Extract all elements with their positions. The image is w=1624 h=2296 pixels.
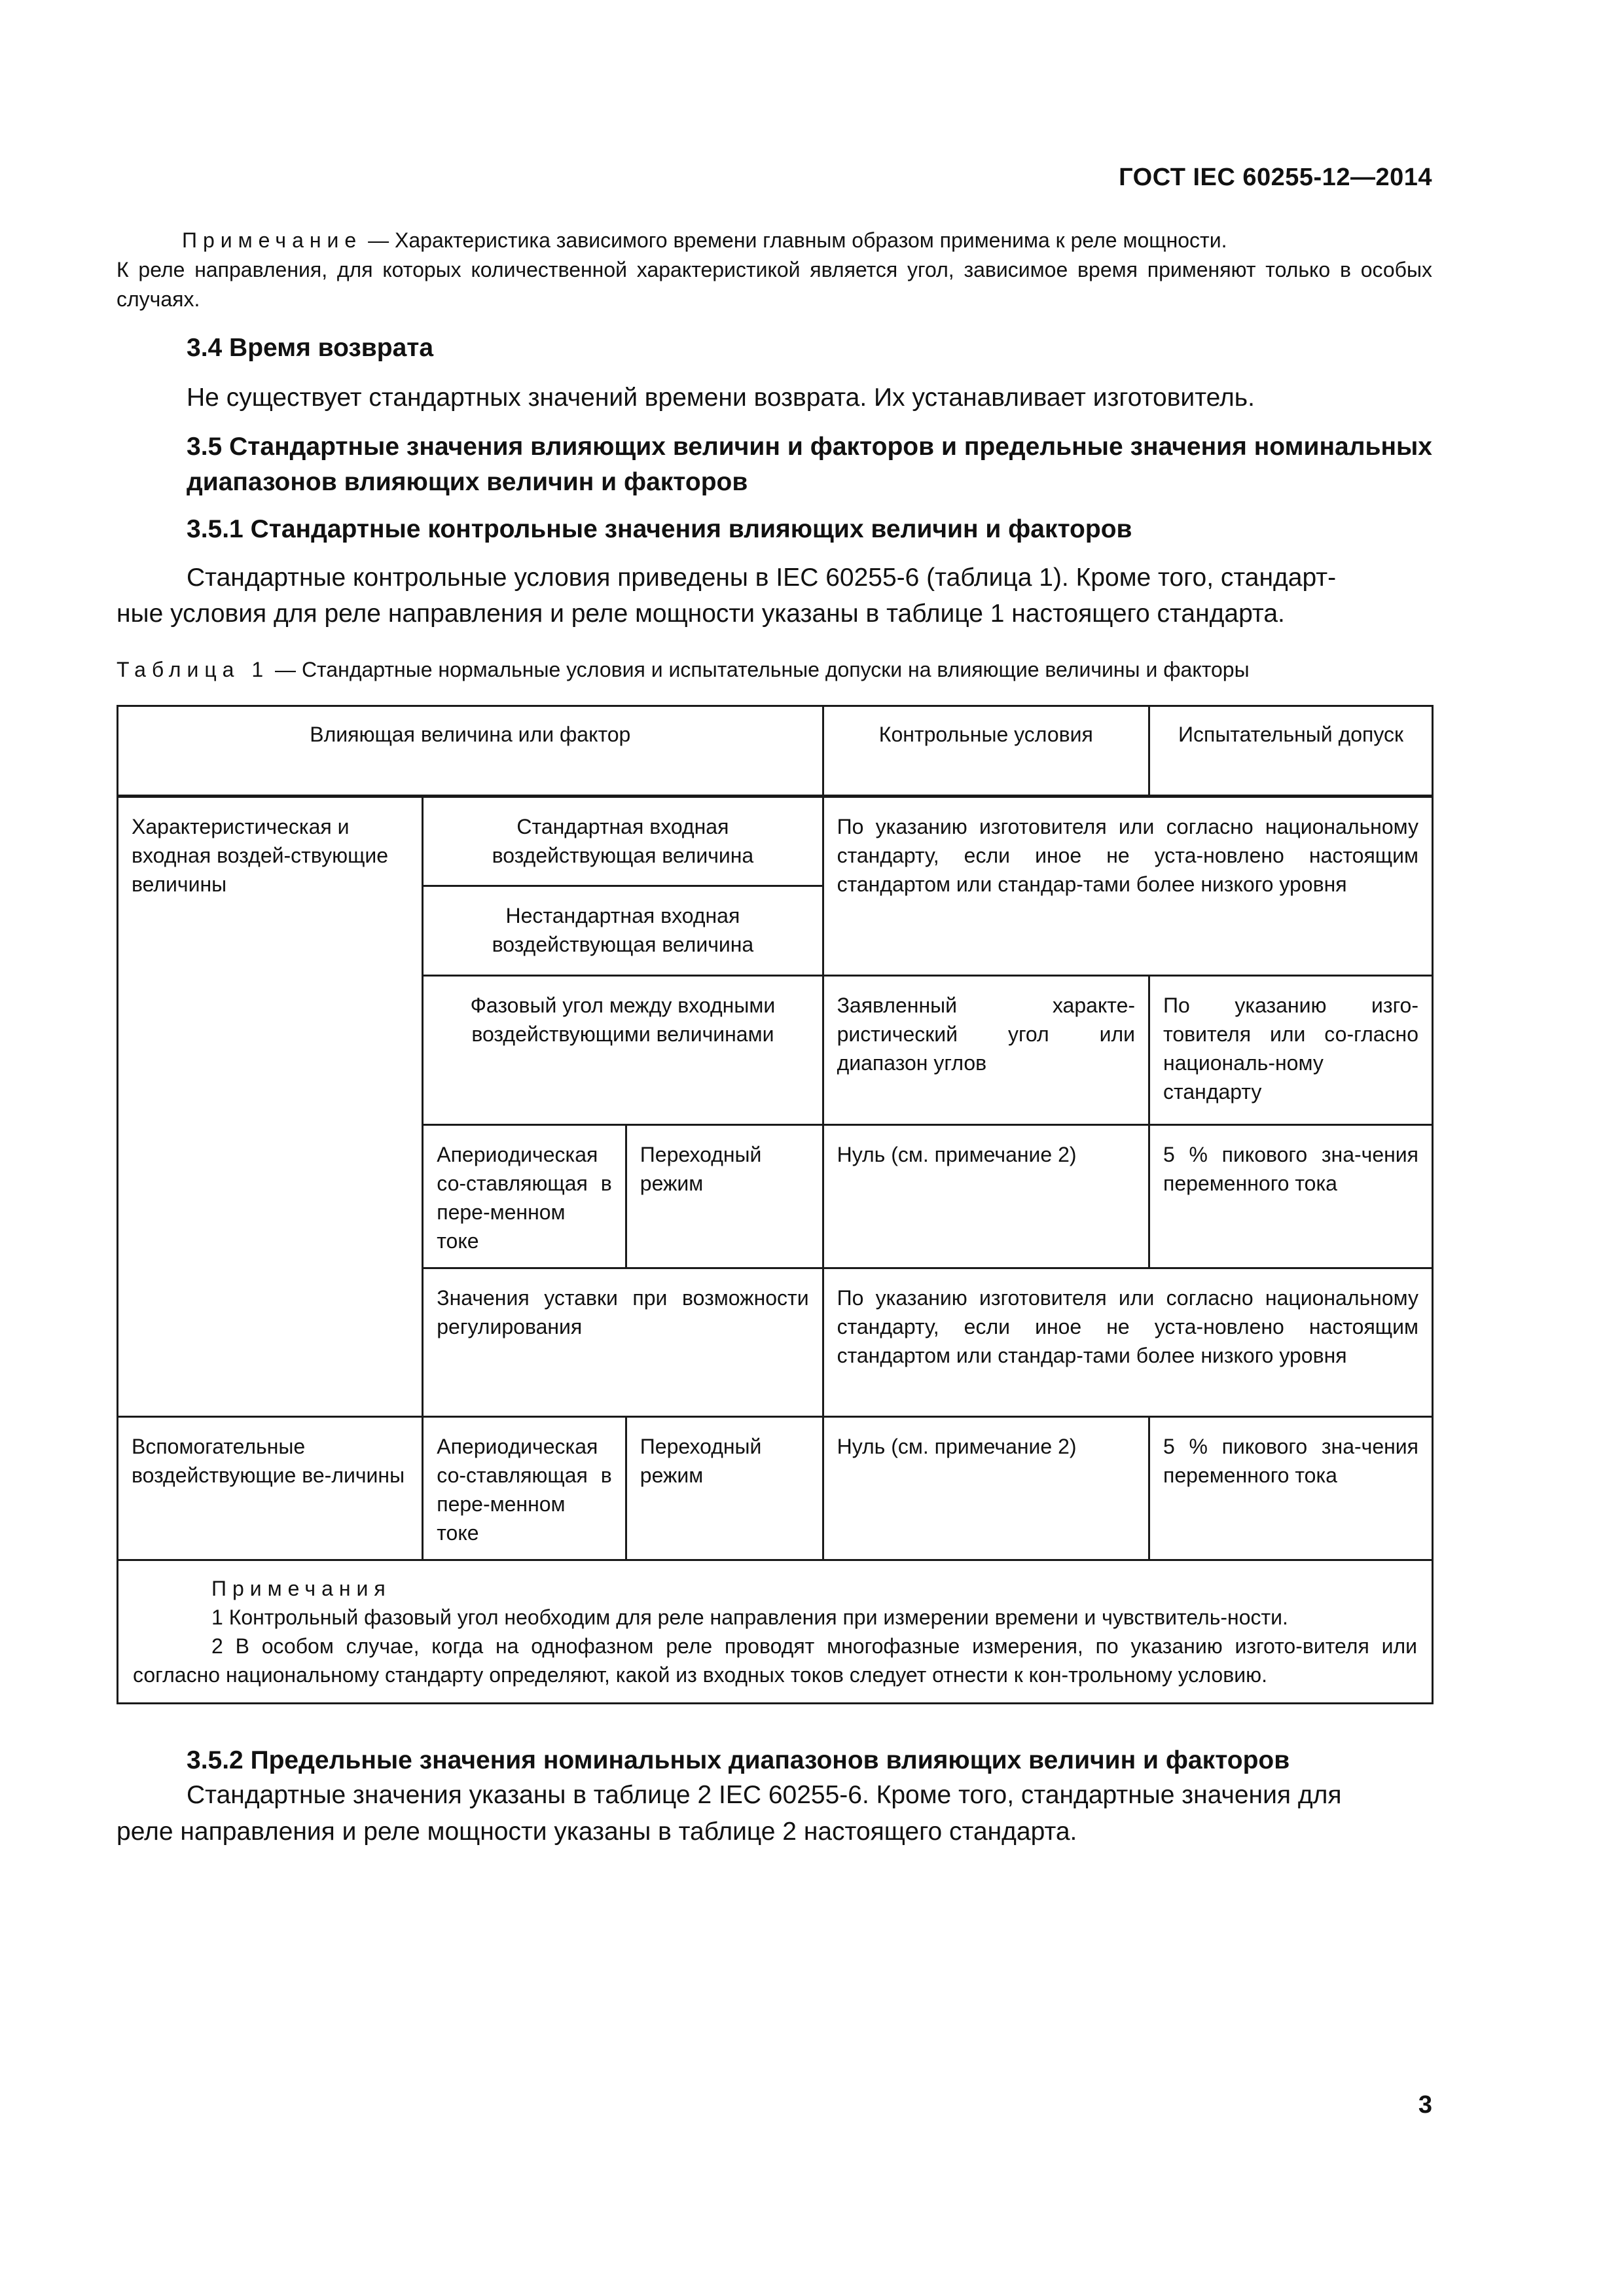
table-cell-phase-angle-tolerance: По указанию изго-товителя или со-гласно националь-ному стандарту bbox=[1149, 976, 1433, 1125]
table-note-2: 2 В особом случае, когда на однофазном реле проводят многофазные измерения, по указанию изгото-вителя или согласно национальному стандарту определяют, какой из входных токов следует отнести к кон-трольному условию. bbox=[133, 1634, 1417, 1687]
top-note-text-line1: — Характеристика зависимого времени главным образом применима к реле мощности. bbox=[362, 228, 1227, 252]
table-cell-standard-input: Стандартная входная воздействующая величина bbox=[423, 797, 823, 886]
section-3-5-1-body-first: Стандартные контрольные условия приведены в IEC 60255-6 (таблица 1). Кроме того, стандарт- bbox=[187, 564, 1337, 592]
section-3-5-2-heading: 3.5.2 Предельные значения номинальных диапазонов влияющих величин и факторов bbox=[187, 1746, 1290, 1774]
table-cell-phase-angle-condition: Заявленный характе-ристический угол или диапазон углов bbox=[823, 976, 1149, 1125]
page-header-doc-id: ГОСТ IEC 60255-12—2014 bbox=[1119, 164, 1432, 191]
table-cell-aux-aperiodic: Апериодическая со-ставляющая в пере-менном токе bbox=[423, 1417, 626, 1560]
table-cell-aux-condition: Нуль (см. примечание 2) bbox=[823, 1417, 1149, 1560]
top-note-text-rest: К реле направления, для которых количественной характеристикой является угол, зависимое время применяют только в особых случаях. bbox=[117, 258, 1432, 311]
table-1-caption-text: — Стандартные нормальные условия и испытательные допуски на влияющие величины и факторы bbox=[269, 658, 1250, 681]
table-notes-heading: Примечания bbox=[211, 1577, 391, 1600]
table-cell-transient: Переходный режим bbox=[626, 1125, 823, 1268]
table-cell-aux-transient: Переходный режим bbox=[626, 1417, 823, 1560]
section-3-5-2-body-rest: реле направления и реле мощности указаны в таблице 2 настоящего стандарта. bbox=[117, 1818, 1077, 1846]
table-1-caption bbox=[117, 658, 1250, 682]
table-head-tolerance: Испытательный допуск bbox=[1149, 706, 1433, 797]
section-3-4-heading: 3.4 Время возврата bbox=[187, 334, 434, 362]
section-3-4-body: Не существует стандартных значений времени возврата. Их устанавливает изготовитель. bbox=[187, 384, 1255, 412]
table-1 bbox=[117, 705, 1434, 1704]
page-number: 3 bbox=[1418, 2091, 1432, 2119]
table-notes bbox=[118, 1560, 1433, 1704]
section-3-5-heading: 3.5 Стандартные значения влияющих величин и факторов и предельные значения номинальных диапазонов влияющих величин и факторов bbox=[187, 433, 1432, 496]
top-note-label: Примечание bbox=[182, 228, 363, 252]
table-cell-aperiodic-tolerance: 5 % пикового зна-чения переменного тока bbox=[1149, 1125, 1433, 1268]
table-cell-aperiodic: Апериодическая со-ставляющая в пере-менном токе bbox=[423, 1125, 626, 1268]
section-3-5-1-body-rest: ные условия для реле направления и реле мощности указаны в таблице 1 настоящего стандарта. bbox=[117, 600, 1285, 628]
table-cell-r12-condition: По указанию изготовителя или согласно национальному стандарту, если иное не уста-новлено настоящим стандартом или стандар-тами более низкого уровня bbox=[823, 797, 1432, 976]
table-group-characteristic: Характеристическая и входная воздей-ствующие величины bbox=[118, 797, 423, 1417]
section-3-5-2-body-first: Стандартные значения указаны в таблице 2 IEC 60255-6. Кроме того, стандартные значения для bbox=[187, 1781, 1342, 1809]
table-cell-setting-values: Значения уставки при возможности регулирования bbox=[423, 1268, 823, 1417]
table-cell-aux-tolerance: 5 % пикового зна-чения переменного тока bbox=[1149, 1417, 1433, 1560]
top-note bbox=[117, 226, 1432, 314]
table-note-1: 1 Контрольный фазовый угол необходим для реле направления при измерении времени и чувствитель-ности. bbox=[211, 1605, 1288, 1629]
table-head-factor: Влияющая величина или фактор bbox=[118, 706, 823, 797]
section-3-5-1-heading: 3.5.1 Стандартные контрольные значения влияющих величин и факторов bbox=[187, 515, 1132, 543]
section-3-5-1-body bbox=[117, 560, 1432, 632]
table-head-conditions: Контрольные условия bbox=[823, 706, 1149, 797]
section-3-5-2-body bbox=[117, 1777, 1432, 1850]
table-group-auxiliary: Вспомогательные воздействующие ве-личины bbox=[118, 1417, 423, 1560]
table-cell-phase-angle: Фазовый угол между входными воздействующими величинами bbox=[423, 976, 823, 1125]
table-cell-setting-condition: По указанию изготовителя или согласно национальному стандарту, если иное не уста-новлено настоящим стандартом или стандар-тами более низкого уровня bbox=[823, 1268, 1432, 1417]
table-1-caption-label: Таблица 1 bbox=[117, 658, 270, 681]
table-cell-aperiodic-condition: Нуль (см. примечание 2) bbox=[823, 1125, 1149, 1268]
table-cell-nonstandard-input: Нестандартная входная воздействующая величина bbox=[423, 886, 823, 976]
